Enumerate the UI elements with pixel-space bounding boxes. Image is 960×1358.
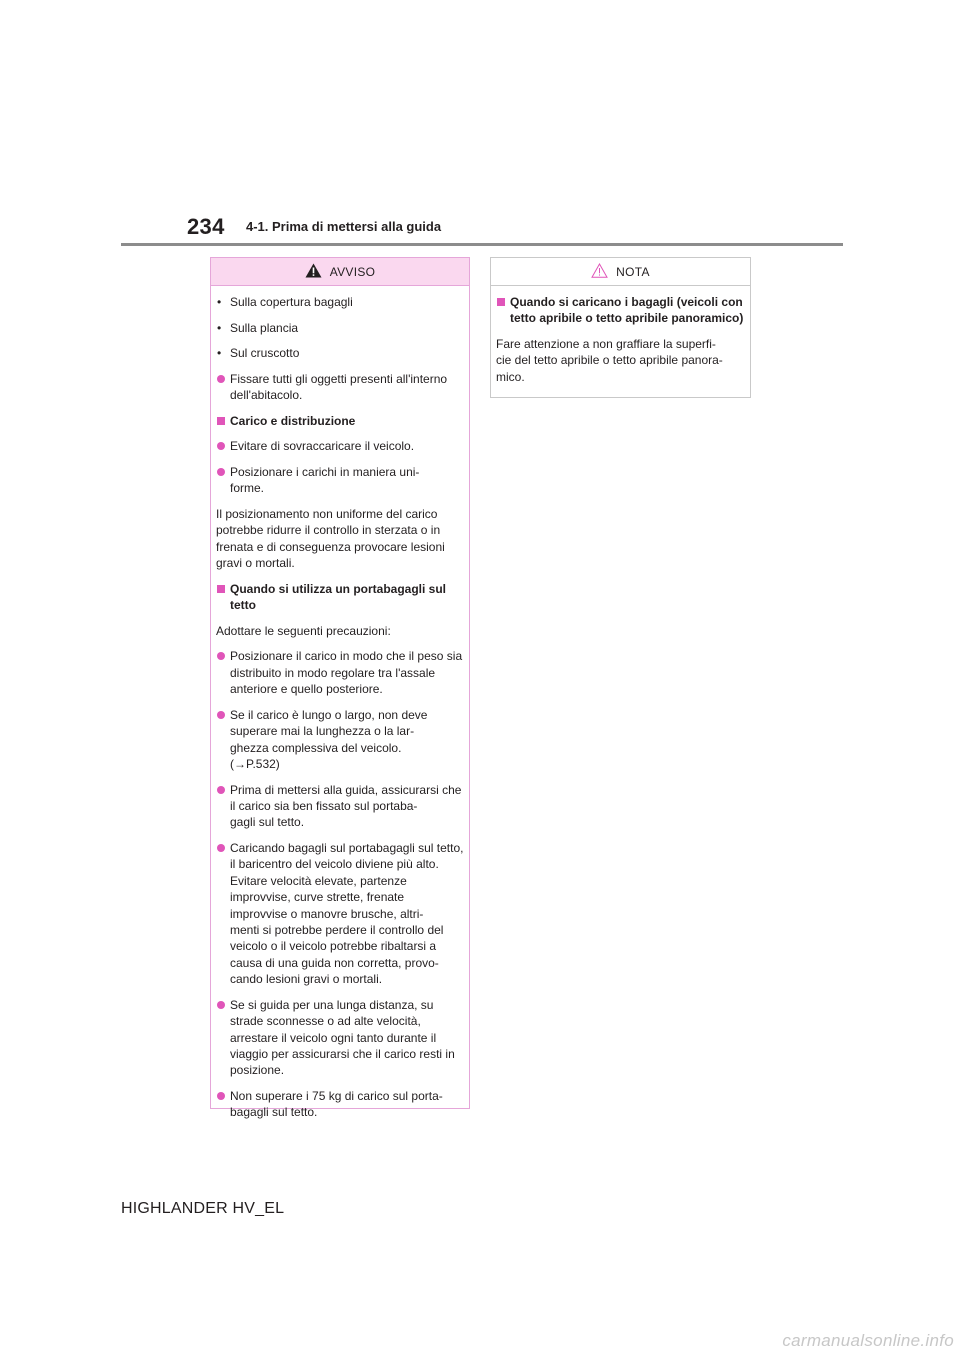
warning-item [216, 506, 464, 572]
warning-item-text: Il posizionamento non uniforme del carico potrebbe ridurre il controllo in sterzata o in frenata e di conseguenza provocare lesioni gravi o mortali. [216, 506, 445, 571]
warning-item [216, 294, 464, 310]
notice-box-header [491, 258, 750, 286]
warning-item [216, 413, 464, 429]
warning-item [216, 840, 464, 988]
notice-item-text: Fare attenzione a non graffiare la superfi- cie del tetto apribile o tetto apribile panora- mico. [496, 337, 723, 384]
warning-item [216, 371, 464, 404]
warning-icon [305, 263, 322, 281]
warning-item [216, 1088, 464, 1121]
warning-item [216, 782, 464, 831]
warning-item [216, 464, 464, 497]
warning-item-text: Se si guida per una lunga distanza, su strade sconnesse o ad alte velocità, arrestare il veicolo ogni tanto durante il viaggio per assicurarsi che il carico resti in posizione. [230, 997, 455, 1078]
warning-item [216, 623, 464, 639]
warning-box-header [211, 258, 469, 286]
notice-body [491, 286, 750, 385]
warning-item [216, 345, 464, 361]
warning-item [216, 648, 464, 697]
warning-body [211, 286, 469, 1121]
warning-item-text: Caricando bagagli sul portabagagli sul tetto, il baricentro del veicolo diviene più alto. Evitare velocità elevate, partenze improvvise, curve strette, frenate improvvise o manovre brusche, altri- menti si potrebbe perdere il controllo del veicolo o il veicolo potrebbe ribaltarsi a causa di una guida non corretta, provo- cando lesioni gravi o mortali. [230, 841, 464, 987]
warning-item [216, 438, 464, 454]
warning-item-text: Posizionare i carichi in maniera uni- forme. [230, 464, 420, 496]
warning-item-text: Fissare tutti gli oggetti presenti all'interno dell'abitacolo. [230, 371, 448, 403]
page-number: 234 [187, 214, 225, 239]
warning-box [210, 257, 470, 1120]
warning-item [216, 581, 464, 614]
warning-item-text: Non superare i 75 kg di carico sul porta- bagagli sul tetto. [230, 1089, 443, 1120]
notice-item [496, 294, 745, 327]
warning-item-text: Se il carico è lungo o largo, non deve superare mai la lunghezza o la lar- ghezza complessiva del veicolo. (→P.532) [230, 707, 428, 771]
warning-item-text: Posizionare il carico in modo che il peso sia distribuito in modo regolare tra l'assale anteriore e quello posteriore. [230, 649, 463, 697]
warning-item-text: Adottare le seguenti precauzioni: [216, 623, 391, 638]
notice-item [496, 336, 745, 385]
warning-item-text: Sulla copertura bagagli [230, 295, 353, 309]
notice-title: NOTA [616, 264, 650, 279]
header-divider [121, 243, 843, 246]
watermark: carmanualsonline.info [782, 1331, 954, 1350]
warning-item [216, 707, 464, 773]
warning-item-text: Carico e distribuzione [230, 413, 356, 428]
footer-model: HIGHLANDER HV_EL [121, 1200, 285, 1217]
caution-icon [591, 263, 608, 281]
notice-box [490, 257, 751, 398]
warning-item [216, 320, 464, 336]
warning-item-text: Evitare di sovraccaricare il veicolo. [230, 439, 415, 454]
warning-item-text: Sul cruscotto [230, 346, 300, 361]
warning-item-text: Prima di mettersi alla guida, assicurarsi che il carico sia ben fissato sul portaba- gagli sul tetto. [230, 782, 462, 830]
warning-item [216, 997, 464, 1079]
warning-item-text: Sulla plancia [230, 320, 299, 335]
section-title: 4-1. Prima di mettersi alla guida [246, 219, 442, 234]
notice-item-text: Quando si caricano i bagagli (veicoli con tetto apribile o tetto apribile panoramico) [510, 295, 744, 326]
warning-item-text: Quando si utilizza un portabagagli sul tetto [230, 581, 447, 613]
warning-title: AVVISO [329, 264, 376, 279]
